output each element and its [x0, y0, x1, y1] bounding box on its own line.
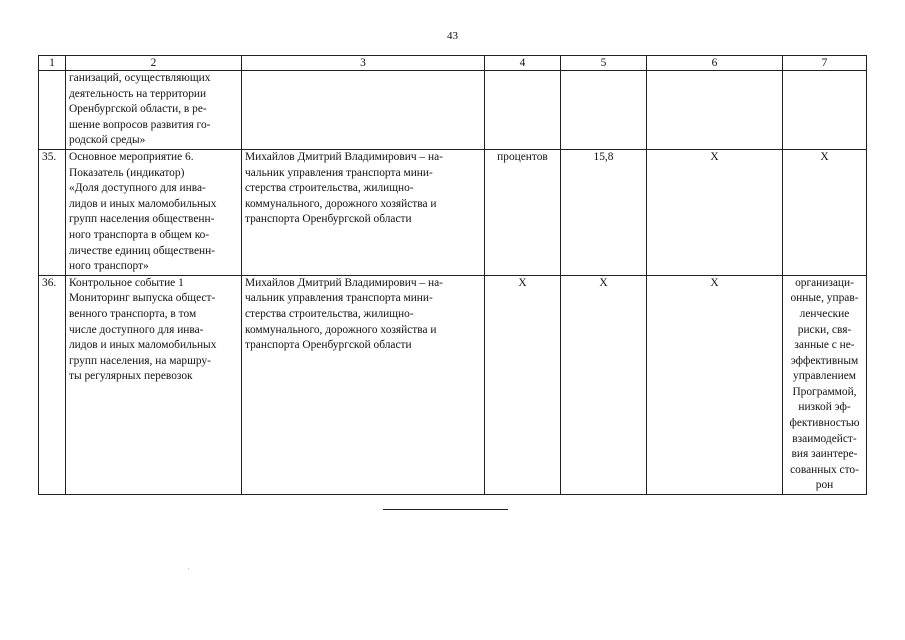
row-responsible: Михайлов Дмитрий Владимирович – на- чальник управления транспорта мини- стерства строительства, жилищно- коммунального, дорожного хозяйства и транспорта Оренбургской области — [242, 275, 485, 494]
row-unit: Х — [485, 275, 561, 494]
end-of-section-rule — [383, 509, 508, 510]
column-header: 6 — [647, 56, 783, 71]
row-responsible — [242, 71, 485, 150]
row-number: 36. — [39, 275, 66, 494]
header-row — [39, 56, 867, 71]
row-col6: Х — [647, 275, 783, 494]
column-header: 3 — [242, 56, 485, 71]
column-header: 2 — [66, 56, 242, 71]
column-header: 1 — [39, 56, 66, 71]
column-header: 7 — [783, 56, 867, 71]
row-value: Х — [561, 275, 647, 494]
row-col6: Х — [647, 149, 783, 275]
row-name: ганизаций, осуществляющих деятельность на территории Оренбургской области, в ре- шение вопросов развития го- родской среды» — [66, 71, 242, 150]
row-responsible: Михайлов Дмитрий Владимирович – на- чальник управления транспорта мини- стерства строительства, жилищно- коммунального, дорожного хозяйства и транспорта Оренбургской области — [242, 149, 485, 275]
row-name: Основное мероприятие 6. Показатель (индикатор) «Доля доступного для инва- лидов и иных маломобильных групп населения общественн- ного транспорта в общем ко- личестве единиц общественн- ного транспорт» — [66, 149, 242, 275]
row-value — [561, 71, 647, 150]
row-unit — [485, 71, 561, 150]
page-number: 43 — [447, 30, 458, 42]
column-header: 5 — [561, 56, 647, 71]
row-col7: организаци- онные, управ- ленческие риски, свя- занные с не- эффективным управлением Программой, низкой эф- фективностью взаимодейст- вия заинтере- сованных сто- рон — [783, 275, 867, 494]
row-unit: процентов — [485, 149, 561, 275]
row-number: 35. — [39, 149, 66, 275]
row-col7 — [783, 71, 867, 150]
row-value: 15,8 — [561, 149, 647, 275]
scan-speck — [188, 568, 189, 569]
row-col6 — [647, 71, 783, 150]
row-number — [39, 71, 66, 150]
table-row — [39, 149, 867, 275]
row-name: Контрольное событие 1 Мониторинг выпуска общест- венного транспорта, в том числе доступного для инва- лидов и иных маломобильных групп населения, на маршру- ты регулярных перевозок — [66, 275, 242, 494]
column-header: 4 — [485, 56, 561, 71]
program-table — [38, 55, 867, 495]
row-col7: Х — [783, 149, 867, 275]
table-row — [39, 275, 867, 494]
table-row — [39, 71, 867, 150]
